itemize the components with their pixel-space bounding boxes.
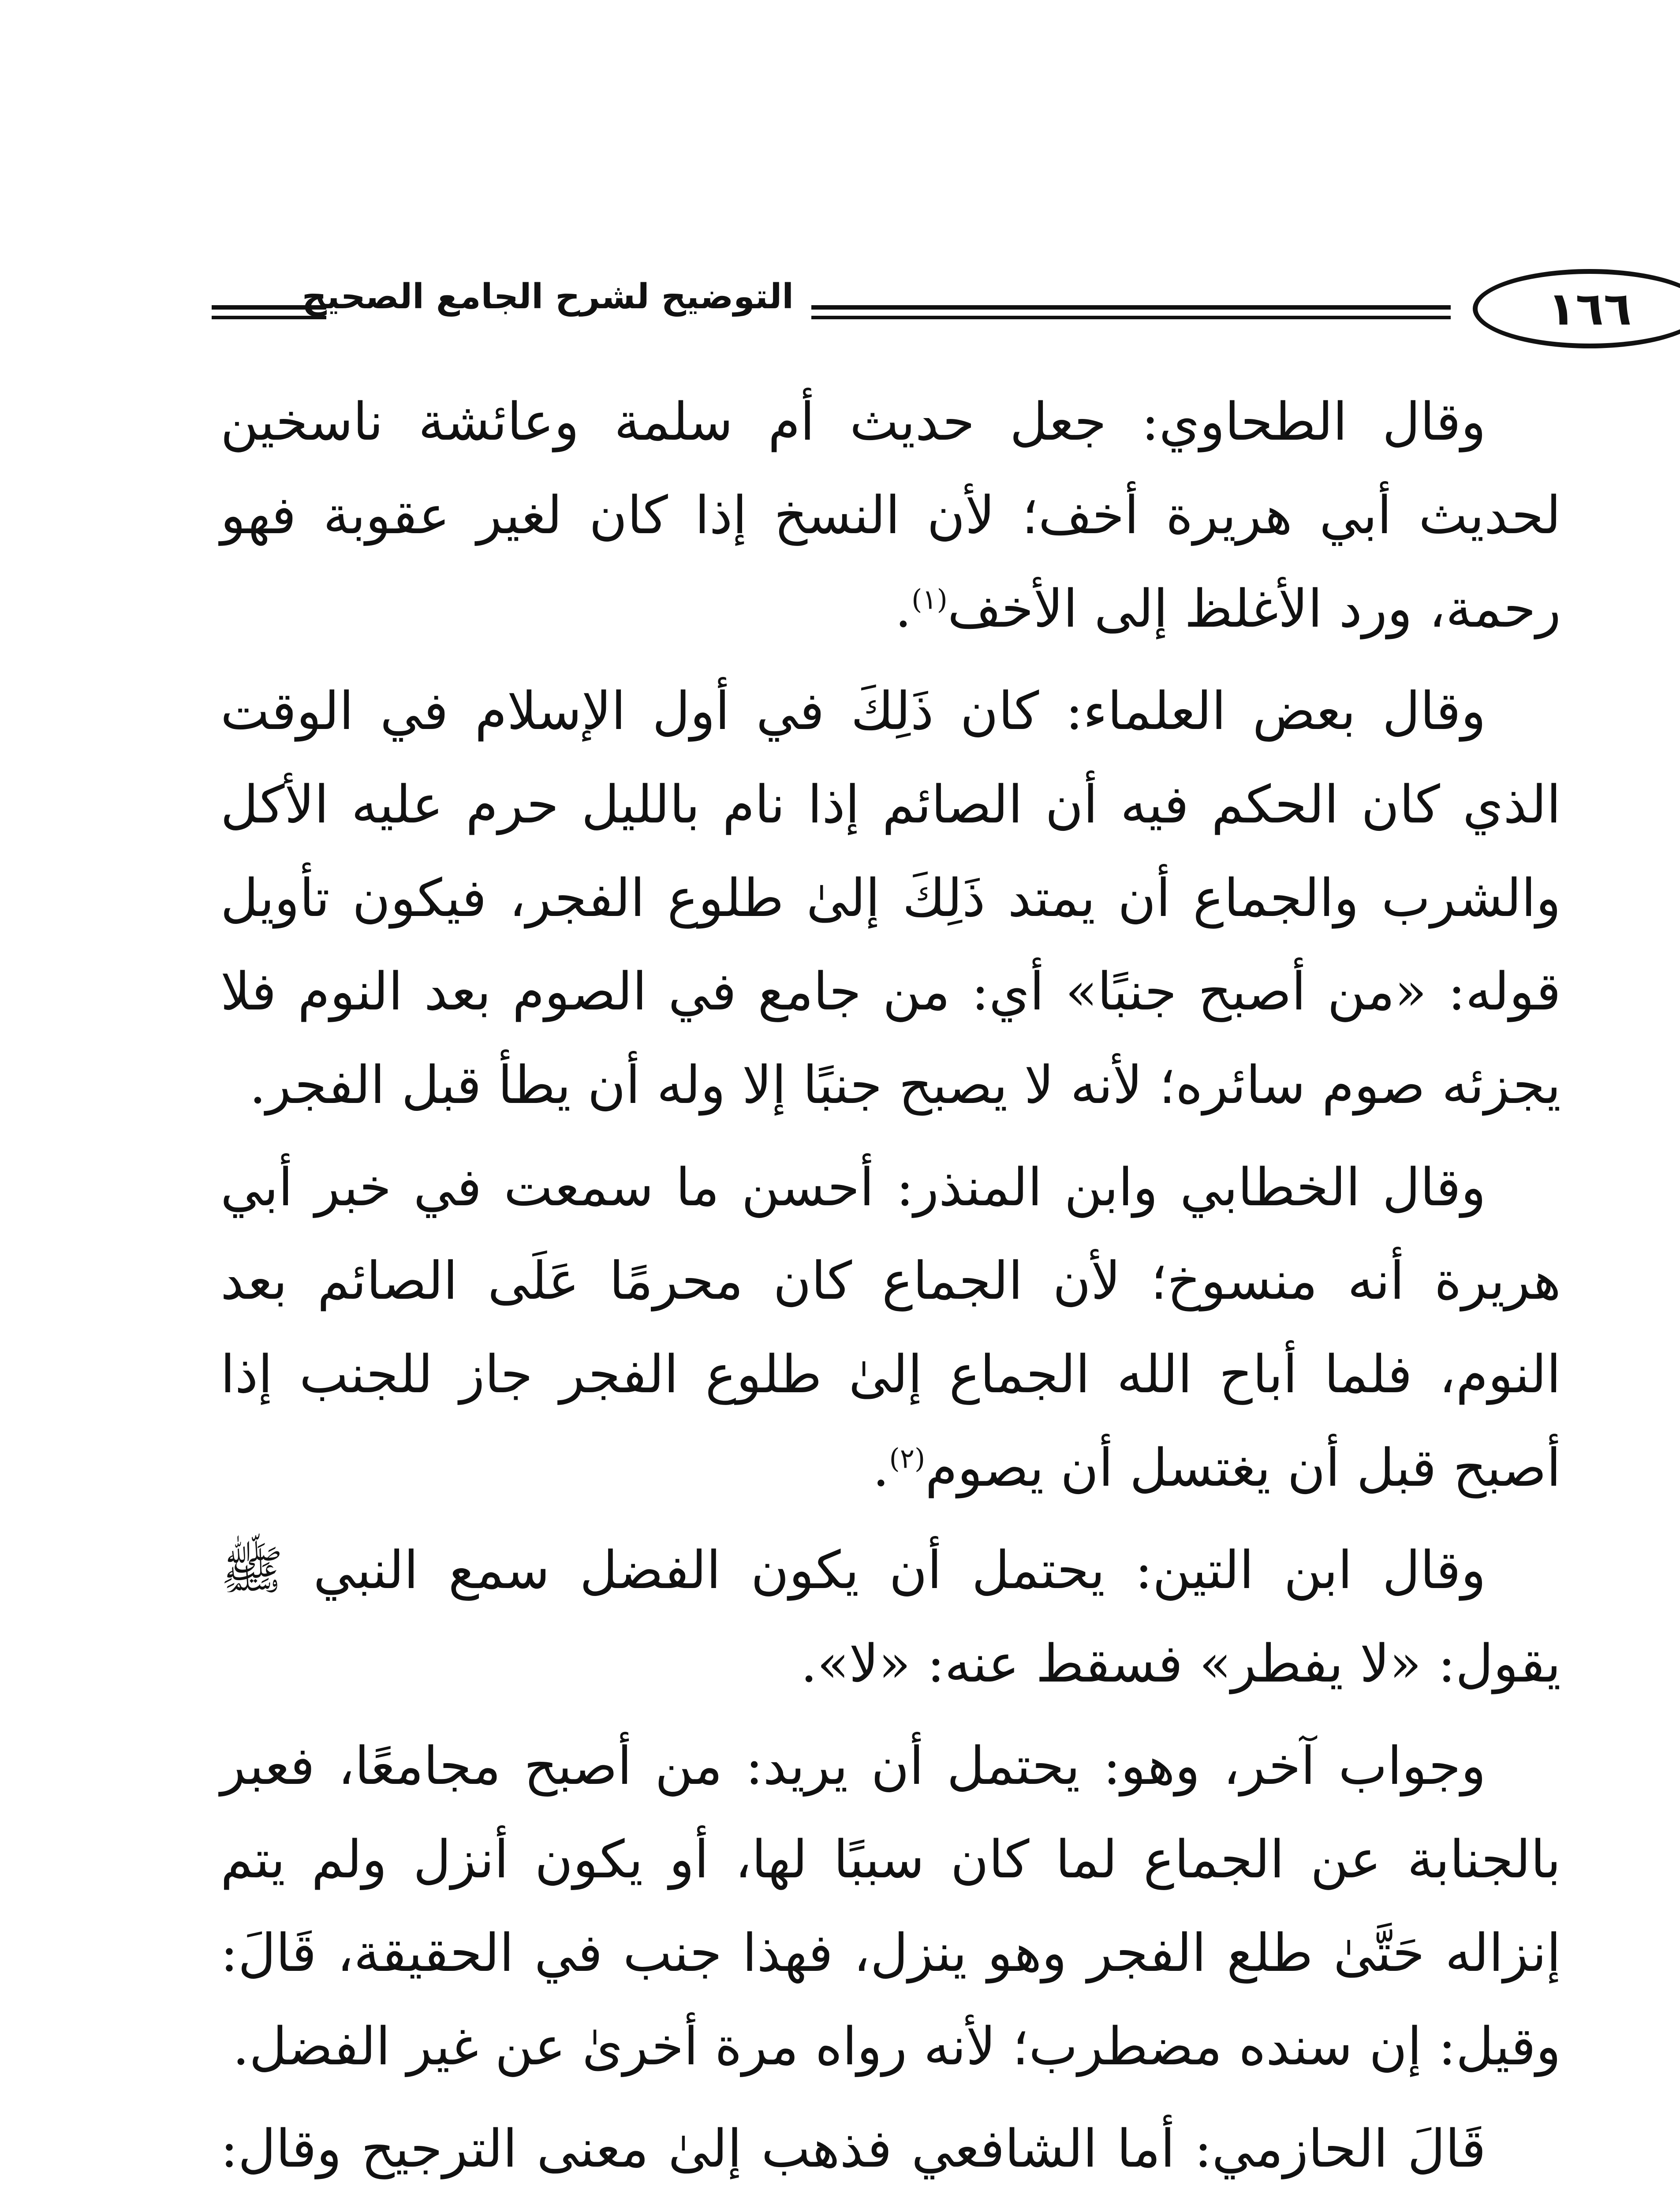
paragraph: وقال ابن التين: يحتمل أن يكون الفضل سمع النبي ﷺ يقول: «لا يفطر» فسقط عنه: «لا». (220, 1540, 1561, 1694)
paragraph: وقال الطحاوي: جعل حديث أم سلمة وعائشة ناسخين لحديث أبي هريرة أخف؛ لأن النسخ إذا كان لغير عقوبة فهو رحمة، ورد الأغلظ إلى الأخف$^{(١)}$. (220, 391, 1561, 639)
page-header (212, 269, 1632, 362)
footnote-marker[interactable]: (١) (911, 583, 948, 616)
paragraph: قَالَ الحازمي: أما الشافعي فذهب إلىٰ معنى الترجيح وقال: (220, 2118, 1486, 2179)
running-title: التوضيح لشرح الجامع الصحيح (302, 277, 794, 317)
header-rule-middle (811, 305, 1451, 310)
footnote-marker[interactable]: (٢) (889, 1442, 926, 1475)
paragraph: وقال بعض العلماء: كان ذَلِكَ في أول الإسلام في الوقت الذي كان الحكم فيه أن الصائم إذا نام بالليل حرم عليه الأكل والشرب والجماع أن يمتد ذَلِكَ إلىٰ طلوع الفجر، فيكون تأويل قوله: «من أصبح جنبًا» أي: من جامع في الصوم بعد النوم فلا يجزئه صوم سائره؛ لأنه لا يصبح جنبًا إلا وله أن يطأ قبل الفجر. (220, 680, 1561, 1115)
page-number-ornament (1473, 269, 1680, 348)
main-text (220, 375, 1561, 2205)
paragraph: وقال الخطابي وابن المنذر: أحسن ما سمعت في خبر أبي هريرة أنه منسوخ؛ لأن الجماع كان محرمًا عَلَى الصائم بعد النوم، فلما أباح الله الجماع إلىٰ طلوع الفجر جاز للجنب إذا أصبح قبل أن يغتسل أن يصوم$^{(٢)}$. (220, 1157, 1561, 1498)
page-number: ١٦٦ (1547, 282, 1632, 336)
paragraph: وجواب آخر، وهو: يحتمل أن يريد: من أصبح مجامعًا، فعبر بالجنابة عن الجماع لما كان سببًا لها، أو يكون أنزل ولم يتم إنزاله حَتَّىٰ طلع الفجر وهو ينزل، فهذا جنب في الحقيقة، قَالَ: وقيل: إن سنده مضطرب؛ لأنه رواه مرة أخرىٰ عن غير الفضل. (220, 1735, 1561, 2077)
